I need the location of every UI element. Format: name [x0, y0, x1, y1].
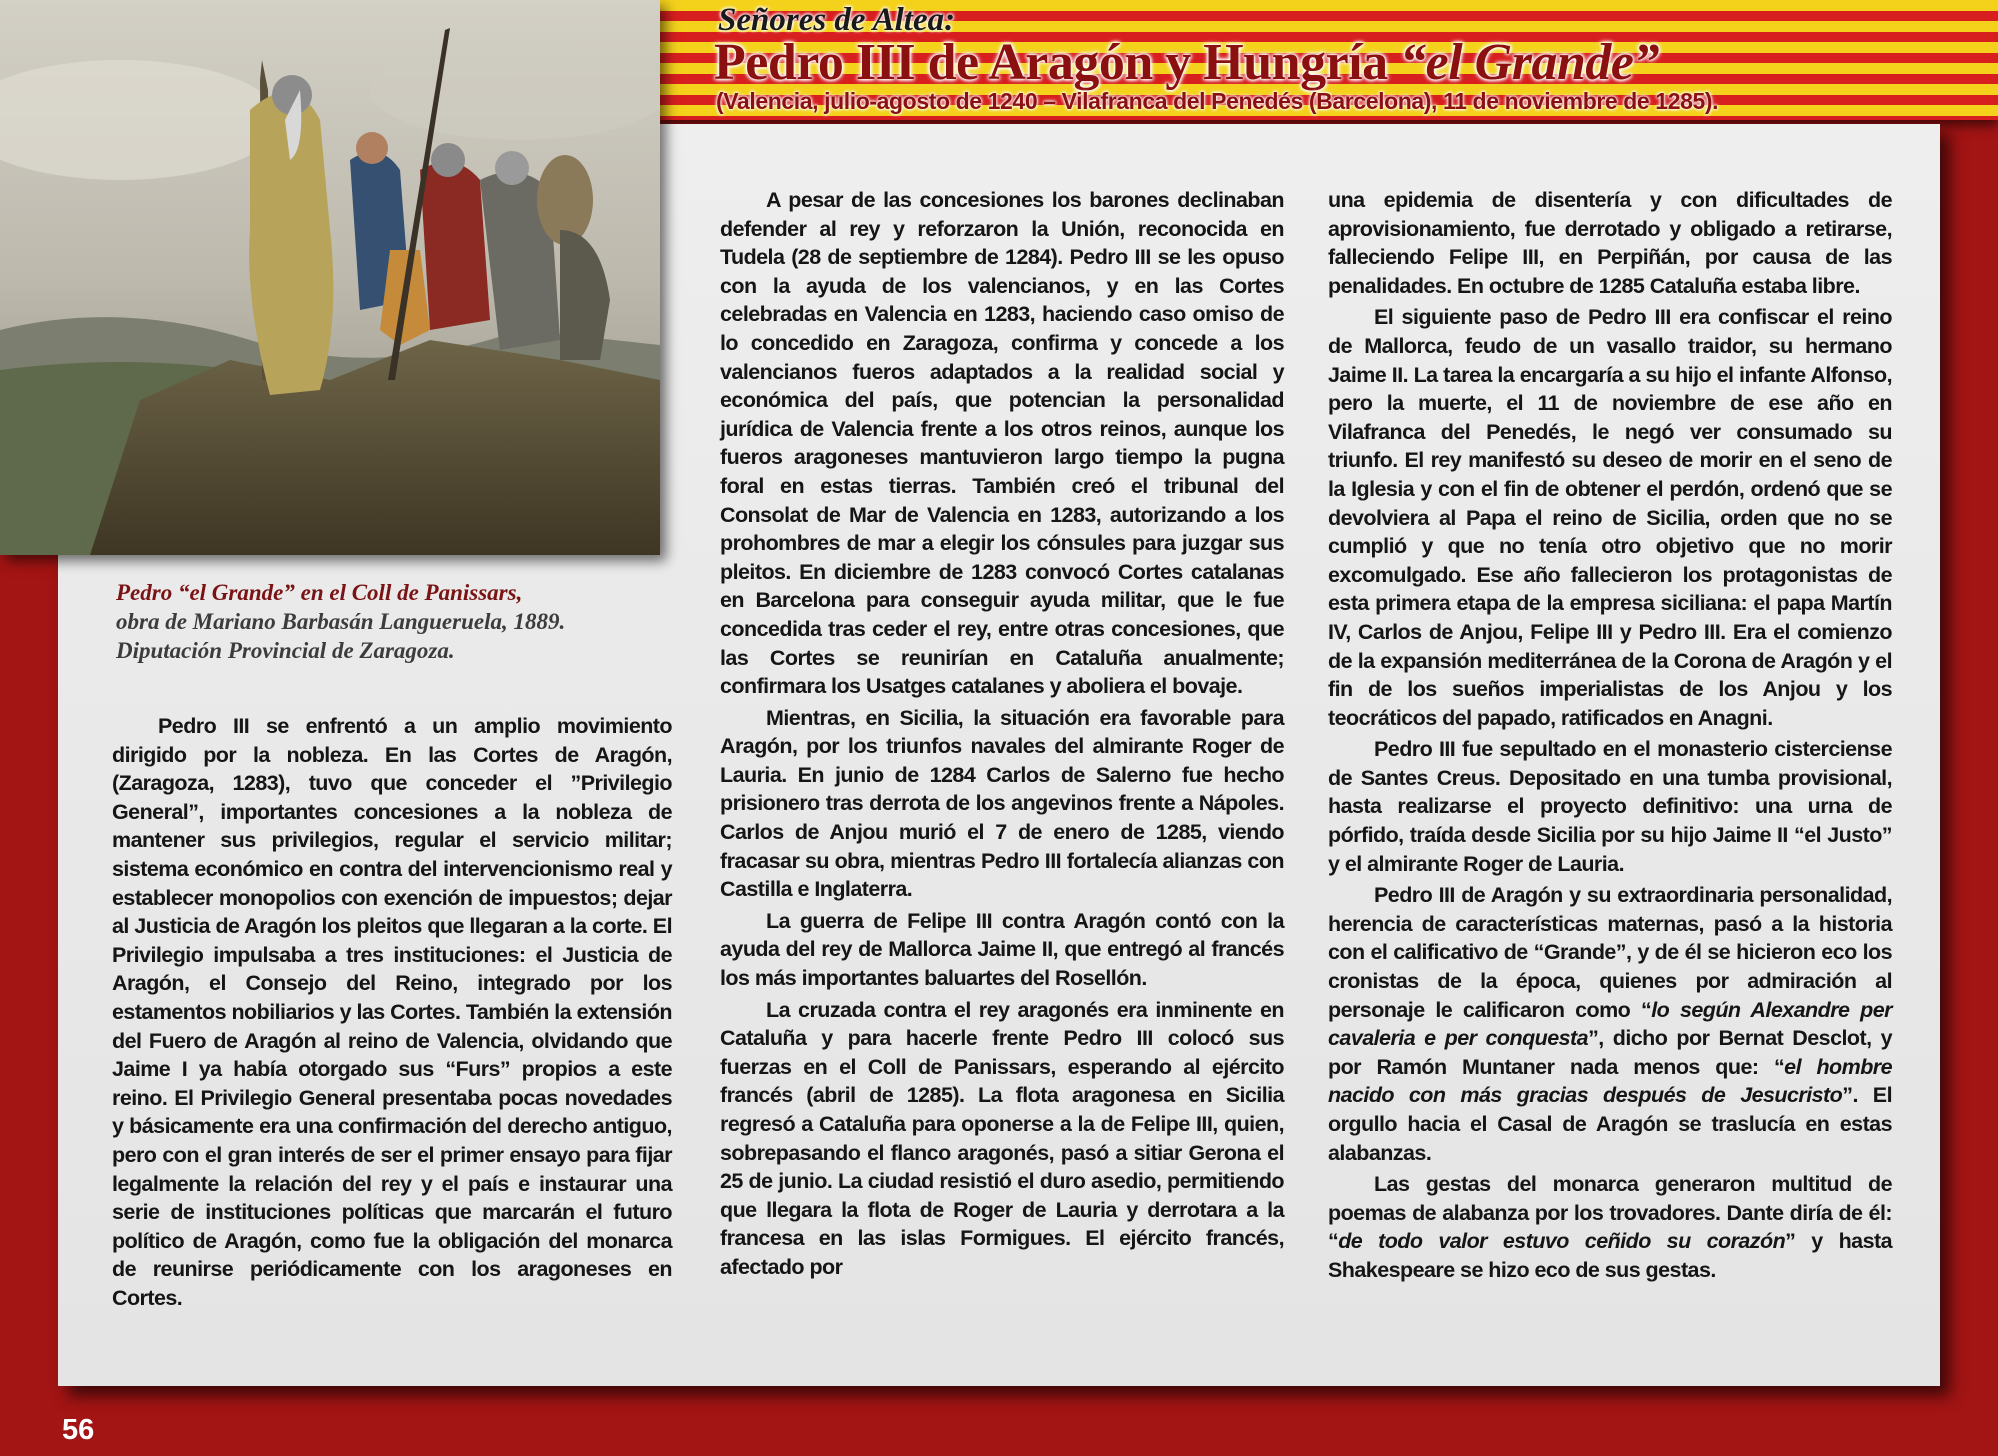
text-column-3 — [1328, 186, 1892, 1285]
series-subtitle: Señores de Altea: — [718, 2, 956, 38]
paragraph: La guerra de Felipe III contra Aragón contó con la ayuda del rey de Mallorca Jaime II, que entregó al francés los más importantes baluartes del Rosellón. — [720, 908, 1284, 991]
title-nickname: “el Grande” — [1400, 34, 1659, 91]
text-column-1 — [112, 712, 672, 1312]
paragraph: El siguiente paso de Pedro III era confiscar el reino de Mallorca, feudo de un vasallo traidor, su hermano Jaime II. La tarea la encargaría a su hijo el infante Alfonso, pero la muerte, el 11 de noviembre de ese año en Vilafranca del Penedés, le negó ver consumado su triunfo. El rey manifestó su deseo de morir en el seno de la Iglesia y con el fin de obtener el perdón, ordenó que se devolviera al Papa el reino de Sicilia, orden que no se cumplió y que no tenía otro objetivo que no morir excomulgado. Ese año fallecieron los protagonistas de esta primera etapa de la empresa siciliana: el papa Martín IV, Carlos de Anjou, Felipe III y Pedro III. Era el comienzo de la expansión mediterránea de la Corona de Aragón y el fin de los sueños imperialistas de los Anjou y los teocráticos del papado, ratificados en Anagni. — [1328, 305, 1892, 730]
paragraph: Pedro III fue sepultado en el monasterio cisterciense de Santes Creus. Depositado en una tumba provisional, hasta realizarse el proyecto definitivo: una urna de pórfido, traída desde Sicilia por su hijo Jaime II “el Justo” y el almirante Roger de Lauria. — [1328, 737, 1892, 876]
paragraph — [1328, 1170, 1892, 1284]
text-run: ”, dicho por Bernat Desclot, y por Ramón Muntaner nada menos que: “ — [1328, 1026, 1893, 1079]
page-title — [714, 33, 1659, 92]
painting-illustration — [0, 0, 660, 555]
paragraph: La cruzada contra el rey aragonés era inminente en Cataluña y para hacerle frente Pedro III colocó sus fuerzas en el Coll de Panissars, esperando al ejército francés (abril de 1285). La flota aragonesa en Sicilia regresó a Cataluña para oponerse a la de Felipe III, quien, sobrepasando el flanco aragonés, pasó a sitiar Gerona el 25 de junio. La ciudad resistió el duro asedio, permitiendo que llegara la flota de Roger de Lauria y derrotara a la francesa en las islas Formigues. El ejército francés, afectado por — [720, 997, 1284, 1279]
caption-owner: Diputación Provincial de Zaragoza. — [116, 638, 455, 663]
text-run: ” y hasta Shakespeare se hizo eco de sus gestas. — [1328, 1229, 1892, 1282]
paragraph: Mientras, en Sicilia, la situación era favorable para Aragón, por los triunfos navales del almirante Roger de Lauria. En junio de 1284 Carlos de Salerno fue hecho prisionero tras derrota de los angevinos frente a Nápoles. Carlos de Anjou murió el 7 de enero de 1285, viendo fracasar su obra, mientras Pedro III fortalecía alianzas con Castilla e Inglaterra. — [720, 705, 1284, 902]
quote-jesucristo: el hombre nacido con más gracias después de Jesucristo — [1328, 1054, 1893, 1108]
page-number: 56 — [62, 1414, 95, 1446]
painting-image — [0, 0, 660, 555]
paragraph: A pesar de las concesiones los barones declinaban defender al rey y reforzaron la Unión, reconocida en Tudela (28 de septiembre de 1284). Pedro III se les opuso con la ayuda de los valencianos, y en las Cortes celebradas en Valencia en 1283, haciendo caso omiso de lo concedido en Zaragoza, confirma y concede a los valencianos fueros adaptados a la realidad social y económica del país, que potencian la personalidad jurídica de Valencia frente a los otros reinos, aunque los fueros aragoneses mantuvieron largo tiempo la pugna foral en estas tierras. También creó el tribunal del Consolat de Mar de Valencia en 1283, autorizando a los prohombres de mar a elegir los cónsules para juzgar sus pleitos. En diciembre de 1283 convocó Cortes catalanas en Barcelona para conseguir ayuda militar, que le fue concedida tras ceder el rey, entre otras concesiones, que las Cortes se reunirían en Cataluña anualmente; confirmara los Usatges catalanes y aboliera el bovaje. — [720, 188, 1284, 699]
paragraph: una epidemia de disentería y con dificultades de aprovisionamiento, fue derrotado y obligado a retirarse, falleciendo Felipe III, en Perpiñán, por causa de las penalidades. En octubre de 1285 Cataluña estaba libre. — [1328, 188, 1892, 298]
quote-dante: de todo valor estuvo ceñido su corazón — [1338, 1229, 1786, 1254]
image-caption — [116, 578, 656, 665]
text-run: ”. El orgullo hacia el Casal de Aragón se traslucía en estas alabanzas. — [1328, 1083, 1892, 1165]
title-main: Pedro III de Aragón y Hungría — [714, 34, 1388, 91]
text-run: Pedro III de Aragón y su extraordinaria personalidad, herencia de características maternas, pasó a la historia con el calificativo de “Grande”, y de él se hicieron eco los cronistas de la época, quienes por admiración al personaje le calificaron como “ — [1328, 883, 1892, 1022]
paragraph: Pedro III se enfrentó a un amplio movimiento dirigido por la nobleza. En las Cortes de Aragón, (Zaragoza, 1283), tuvo que conceder el ”Privilegio General”, importantes concesiones a la nobleza de mantener sus privilegios, regular el servicio militar; sistema económico en contra del intervencionismo real y establecer monopolios con exención de impuestos; dejar al Justicia de Aragón los pleitos que llegaran a la corte. El Privilegio impulsaba a tres instituciones: el Justicia de Aragón, el Consejo del Reino, integrado por los estamentos nobiliarios y las Cortes. También la extensión del Fuero de Aragón al reino de Valencia, olvidando que Jaime I ya había otorgado sus “Furs” propios a este reino. El Privilegio General presentaba pocas novedades y básicamente era una confirmación del derecho antiguo, pero con el gran interés de ser el primer ensayo para fijar legalmente la relación del rey y el país e instaurar una serie de instituciones políticas que marcarán el futuro político de Aragón, como fue la obligación del monarca de reunirse periódicamente con los aragoneses en Cortes. — [112, 714, 672, 1310]
caption-title: Pedro “el Grande” en el Coll de Panissars, — [116, 580, 523, 605]
title-banner — [660, 0, 1998, 120]
paragraph — [1328, 881, 1892, 1167]
quote-alexandre: lo según Alexandre per cavaleria e per conquesta — [1328, 997, 1892, 1051]
text-run: Las gestas del monarca generaron multitud de poemas de alabanza por los trovadores. Dante diría de él: “ — [1328, 1172, 1892, 1254]
caption-artist: obra de Mariano Barbasán Langueruela, 1889. — [116, 609, 566, 634]
text-column-2 — [720, 186, 1284, 1282]
life-dates: (Valencia, julio-agosto de 1240 – Vilafranca del Penedés (Barcelona), 11 de noviembre de 1285). — [716, 88, 1719, 114]
